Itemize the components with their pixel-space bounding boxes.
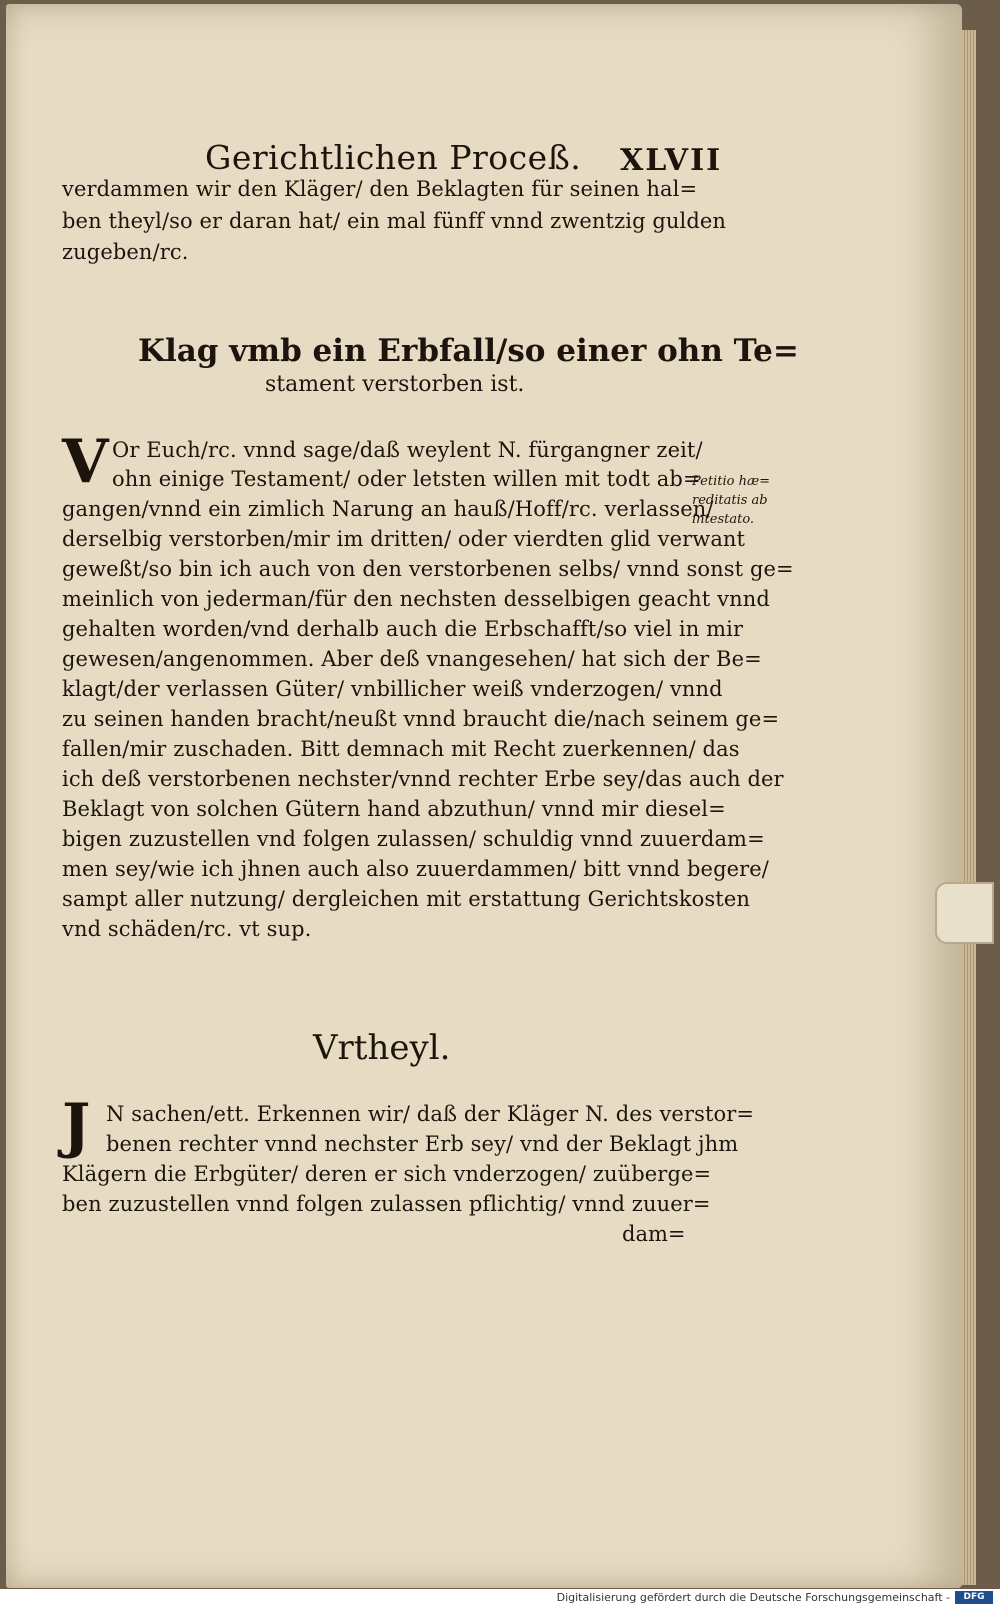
para2-line: ich deß verstorbenen nechster/vnnd rechter Erbe sey/das auch der: [62, 767, 784, 791]
para3-line: N sachen/ett. Erkennen wir/ daß der Kläger N. des verstor=: [106, 1102, 755, 1126]
folio-number: XLVII: [620, 143, 723, 178]
marginal-note-line: reditatis ab: [692, 493, 768, 508]
para2-line: klagt/der verlassen Güter/ vnbillicher weiß vnderzogen/ vnnd: [62, 677, 723, 701]
page-edges: [962, 30, 976, 1585]
para2-line: Or Euch/rc. vnnd sage/daß weylent N. fürgangner zeit/: [112, 438, 703, 462]
section-heading: Klag vmb ein Erbfall/so einer ohn Te=: [138, 333, 799, 369]
judgment-heading: Vrtheyl.: [313, 1028, 451, 1068]
para2-line: fallen/mir zuschaden. Bitt demnach mit Recht zuerkennen/ das: [62, 737, 740, 761]
page-tab-marker: [935, 882, 994, 944]
para1-line: zugeben/rc.: [62, 240, 189, 264]
para3-line: Klägern die Erbgüter/ deren er sich vnderzogen/ zuüberge=: [62, 1162, 712, 1186]
para2-line: gehalten worden/vnd derhalb auch die Erbschafft/so viel in mir: [62, 617, 744, 641]
para2-line: men sey/wie ich jhnen auch also zuuerdammen/ bitt vnnd begere/: [62, 857, 769, 881]
para3-line: benen rechter vnnd nechster Erb sey/ vnd der Beklagt jhm: [106, 1132, 739, 1156]
para2-line: geweßt/so bin ich auch von den verstorbenen selbs/ vnnd sonst ge=: [62, 557, 794, 581]
para1-line: ben theyl/so er daran hat/ ein mal fünff vnnd zwentzig gulden: [62, 209, 727, 233]
catchword: dam=: [622, 1222, 686, 1246]
drop-initial: J: [62, 1091, 91, 1161]
marginal-note-line: intestato.: [692, 512, 755, 527]
para2-line: sampt aller nutzung/ dergleichen mit erstattung Gerichtskosten: [62, 887, 750, 911]
running-head: Gerichtlichen Proceß.: [205, 138, 582, 177]
marginal-note-line: Petitio hæ=: [692, 474, 771, 489]
para2-line: ohn einige Testament/ oder letsten willen mit todt ab=: [112, 467, 701, 491]
section-heading-continued: stament verstorben ist.: [265, 372, 525, 397]
para2-line: bigen zuzustellen vnd folgen zulassen/ schuldig vnnd zuuerdam=: [62, 827, 765, 851]
digitization-credit: Digitalisierung gefördert durch die Deutsche Forschungsgemeinschaft -: [556, 1591, 950, 1604]
para2-line: zu seinen handen bracht/neußt vnnd braucht die/nach seinem ge=: [62, 707, 780, 731]
para2-line: vnd schäden/rc. vt sup.: [62, 917, 312, 941]
para2-line: gangen/vnnd ein zimlich Narung an hauß/Hoff/rc. verlassen/: [62, 497, 714, 521]
para2-line: Beklagt von solchen Gütern hand abzuthun/ vnnd mir diesel=: [62, 797, 726, 821]
para2-line: derselbig verstorben/mir im dritten/ oder vierdten glid verwant: [62, 527, 746, 551]
para3-line: ben zuzustellen vnnd folgen zulassen pflichtig/ vnnd zuuer=: [62, 1192, 711, 1216]
para2-line: gewesen/angenommen. Aber deß vnangesehen/ hat sich der Be=: [62, 647, 762, 671]
para2-line: meinlich von jederman/für den nechsten desselbigen geacht vnnd: [62, 587, 770, 611]
dfg-logo: DFG: [955, 1591, 993, 1604]
drop-initial: V: [62, 427, 109, 497]
para1-line: verdammen wir den Kläger/ den Beklagten für seinen hal=: [62, 177, 698, 201]
